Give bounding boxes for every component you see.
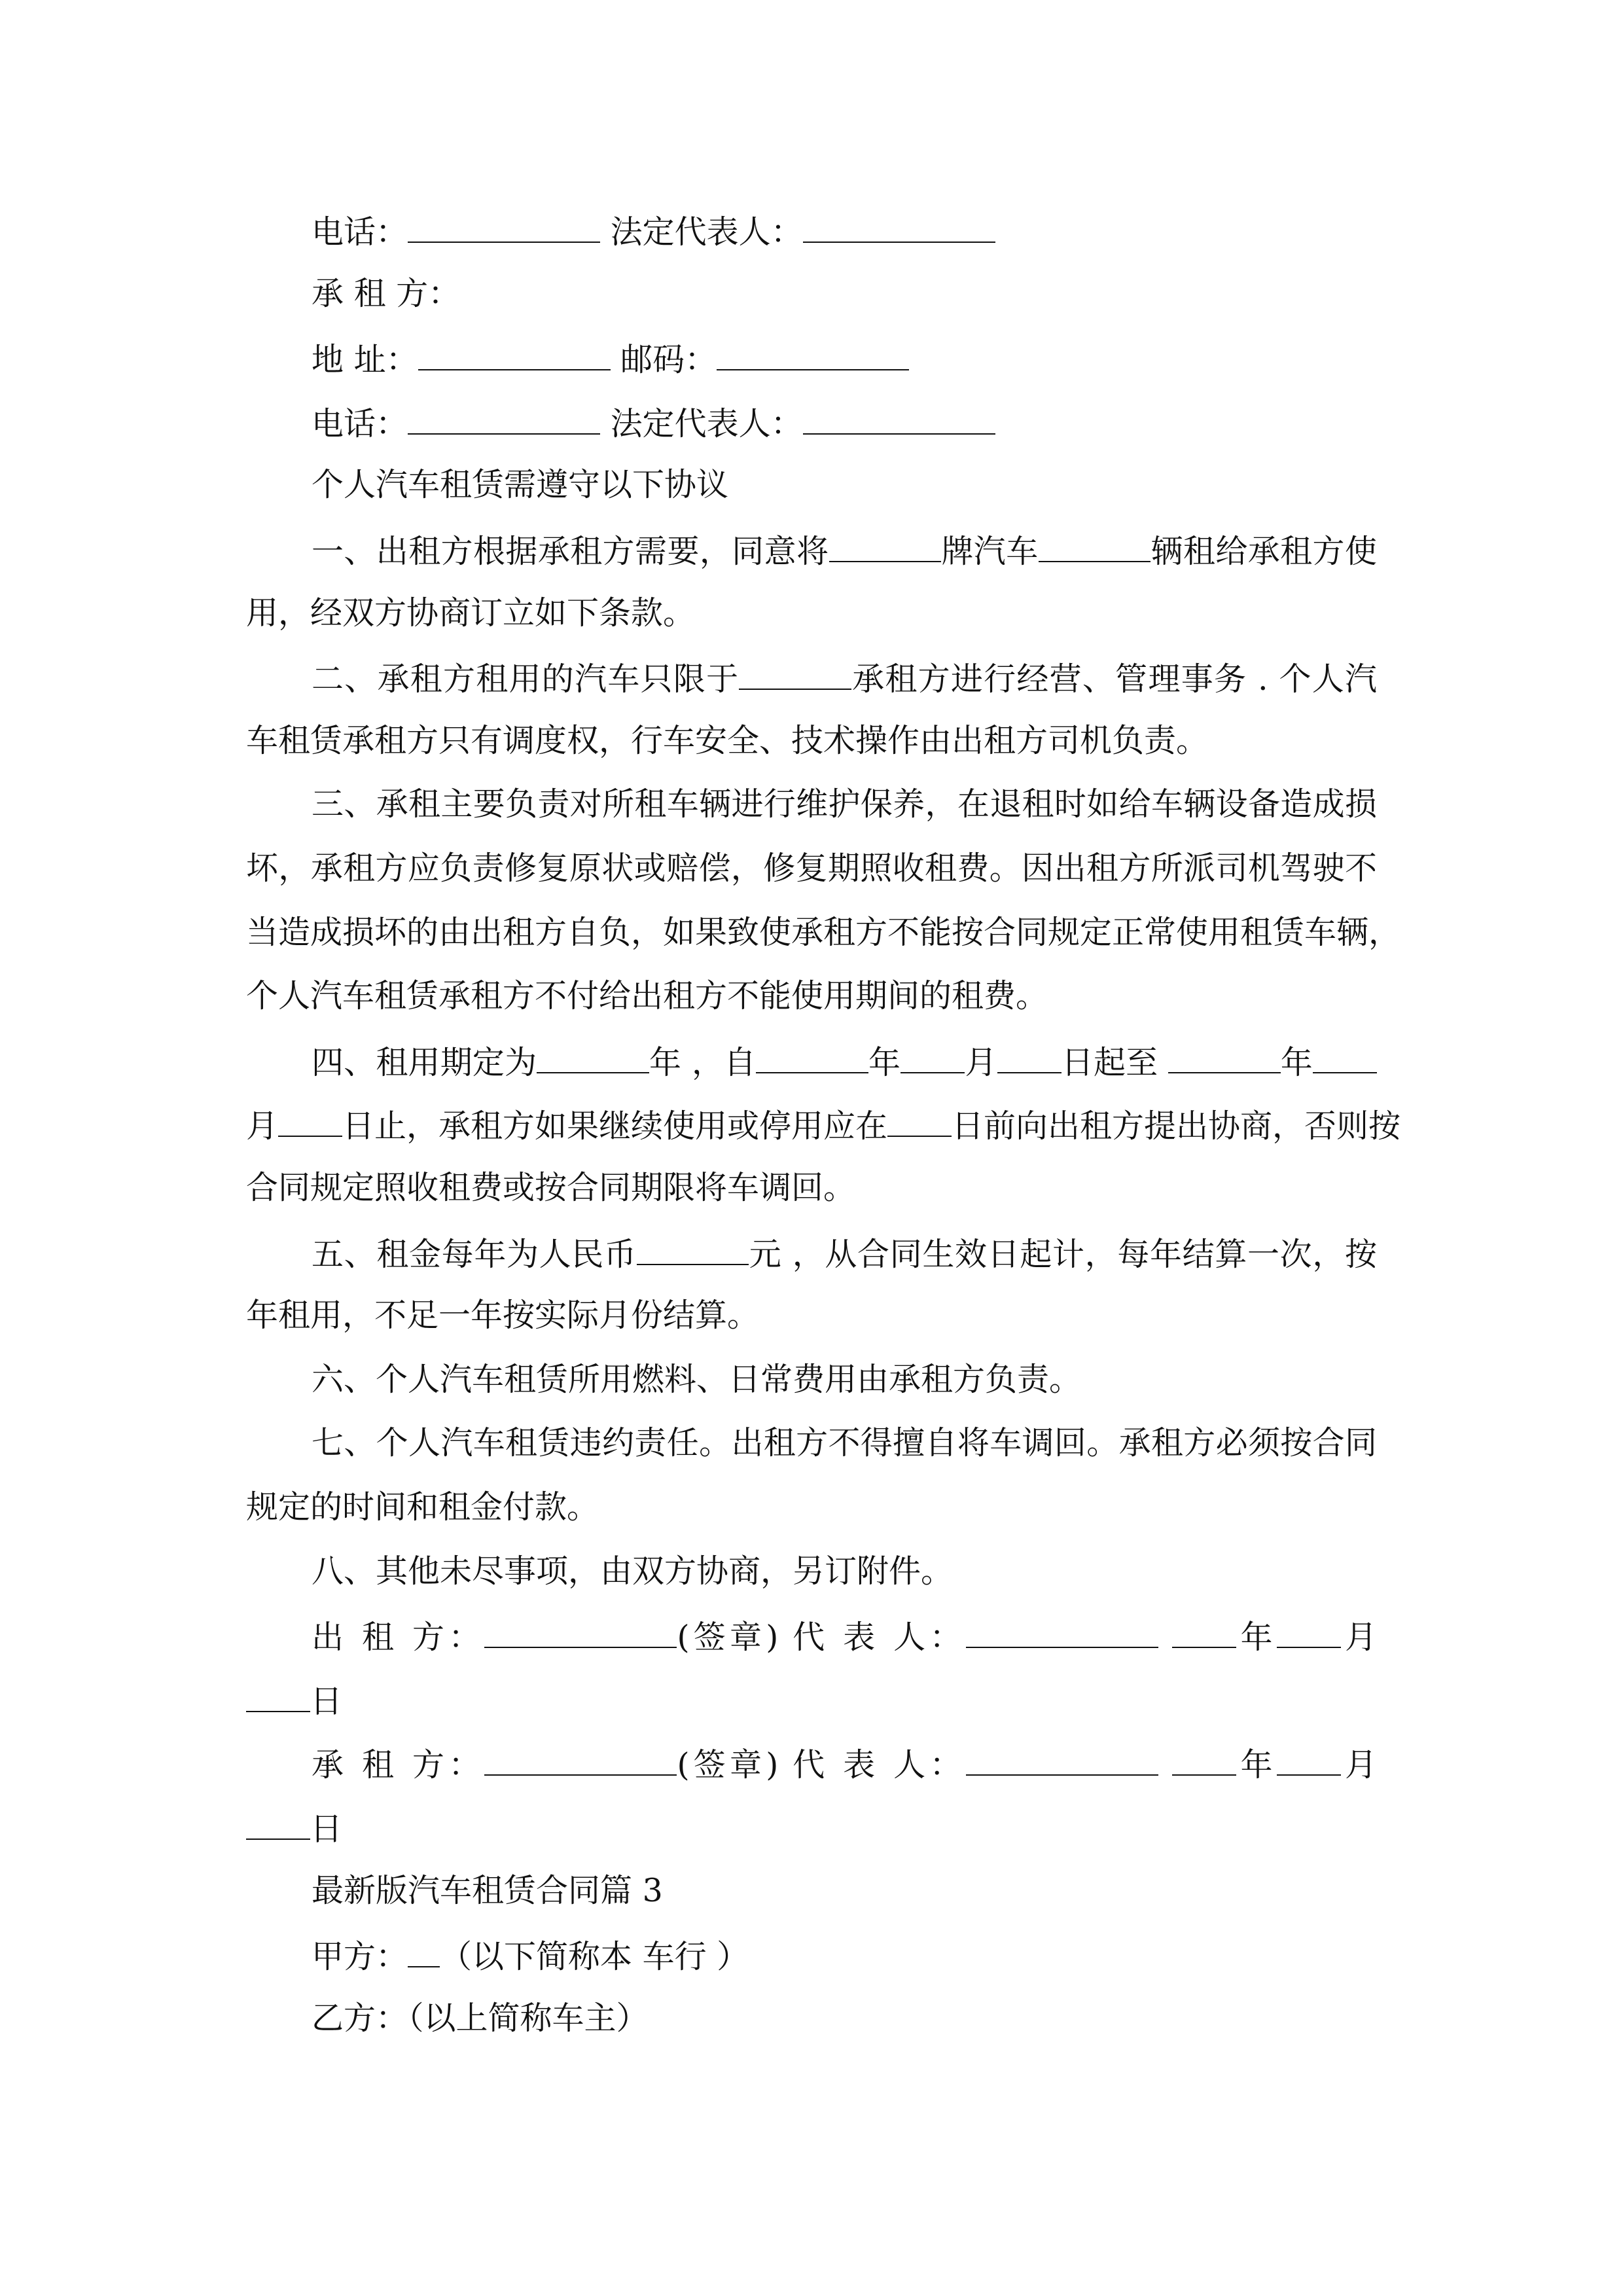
text-segment: 电话： [312,213,408,251]
fill-in-blank[interactable] [997,1041,1061,1073]
fill-in-blank[interactable] [1313,1041,1377,1073]
fill-in-blank[interactable] [756,1041,868,1073]
text-segment: 当造成损坏的由出租方自负，如果致使承租方不能按合同规定正常使用租赁车辆， [246,913,1401,951]
fill-in-blank[interactable] [418,338,611,370]
text-segment [1158,1619,1173,1656]
text-segment: （以下简称本 车行 ） [440,1938,749,1976]
text-segment: 日起至 [1061,1043,1169,1081]
text-line [246,1552,1377,1591]
text-segment: 用，经双方协商订立如下条款。 [246,594,696,632]
fill-in-blank[interactable] [246,1679,310,1712]
fill-in-blank[interactable] [1039,529,1151,562]
text-line [246,1871,1377,1910]
fill-in-blank[interactable] [246,1807,310,1840]
text-segment: 规定的时间和租金付款。 [246,1488,599,1526]
fill-in-blank[interactable] [1168,1041,1281,1073]
text-line [246,594,1377,633]
fill-in-blank[interactable] [966,1743,1158,1776]
text-segment: 牌汽车 [941,533,1039,570]
text-line [246,274,1377,314]
text-line [246,849,1377,888]
text-segment: 一、出租方根据承租方需要，同意将 [312,533,829,570]
text-segment: 邮码： [610,341,717,379]
text-segment [1158,1746,1173,1784]
text-line [246,1999,1377,2038]
text-segment: 月 [246,1107,279,1145]
text-segment: 年 [1280,1043,1313,1081]
text-line [246,657,1377,699]
text-line [246,1679,1377,1721]
text-segment: (签章) 代 表 人： [677,1746,966,1784]
text-segment: 二、承租方租用的汽车只限于 [312,660,740,698]
text-line [246,529,1377,571]
text-line [246,1360,1377,1399]
text-segment: 月 [1340,1746,1377,1784]
text-segment: 日前向出租方提出协商，否则按 [952,1107,1401,1145]
fill-in-blank[interactable] [408,402,600,435]
text-line [246,1041,1377,1083]
text-segment: 年租用，不足一年按实际月份结算。 [246,1297,760,1335]
text-line [246,785,1377,824]
text-segment: 甲方： [312,1938,408,1976]
text-segment: 年 [1236,1619,1277,1657]
text-segment: 年 [868,1043,901,1081]
text-segment: 电话： [312,404,408,442]
fill-in-blank[interactable] [887,1104,952,1137]
fill-in-blank[interactable] [829,529,942,562]
text-line [246,1488,1377,1527]
text-segment: 坏，承租方应负责修复原状或赔偿，修复期照收租费。因出租方所派司机驾驶不 [246,850,1377,887]
fill-in-blank[interactable] [1172,1743,1236,1776]
text-segment: 承 租 方： [312,1746,485,1784]
text-segment: 四、租用期定为 [312,1043,537,1081]
text-line [246,210,1377,252]
text-line [246,1104,1401,1146]
text-segment: 承租方进行经营、管理事务 . 个人汽 [851,660,1377,698]
text-segment: 日 [310,1682,343,1720]
text-line [246,465,1377,505]
text-segment: 六、个人汽车租赁所用燃料、日常费用由承租方负责。 [312,1360,1082,1398]
text-segment: 法定代表人： [600,404,803,442]
text-segment: (签章) 代 表 人： [677,1619,966,1657]
fill-in-blank[interactable] [717,338,909,370]
text-segment: 年 ，自 [649,1043,757,1081]
fill-in-blank[interactable] [803,210,995,243]
text-segment: 乙方：（以上简称车主） [312,1999,649,2037]
text-line [246,977,1377,1016]
text-segment: 车租赁承租方只有调度权，行车安全、技术操作由出租方司机负责。 [246,721,1209,759]
text-line [246,402,1377,444]
fill-in-blank[interactable] [484,1743,677,1776]
fill-in-blank[interactable] [966,1615,1158,1648]
text-segment: 辆租给承租方使 [1150,533,1377,570]
fill-in-blank[interactable] [803,402,995,435]
text-segment: 承 租 方： [312,274,461,312]
text-segment: 出 租 方： [312,1619,485,1657]
text-line [246,1935,1377,1977]
fill-in-blank[interactable] [278,1104,342,1137]
text-line [246,721,1377,761]
text-segment: 地 址： [312,341,418,379]
text-line [246,913,1401,952]
text-line [246,1615,1377,1657]
text-segment: 元 ，从合同生效日起计，每年结算一次，按 [749,1235,1377,1273]
text-segment: 七、个人汽车租赁违约责任。出租方不得擅自将车调回。承租方必须按合同 [312,1424,1377,1462]
text-line [246,1232,1377,1274]
text-segment: 个人汽车租赁需遵守以下协议 [312,466,729,504]
text-segment: 日 [310,1810,343,1848]
text-line [246,1296,1377,1335]
fill-in-blank[interactable] [408,210,600,243]
fill-in-blank[interactable] [1277,1743,1341,1776]
text-segment: 最新版汽车租赁合同篇 3 [312,1871,663,1909]
text-line [246,1168,1377,1208]
fill-in-blank[interactable] [901,1041,965,1073]
fill-in-blank[interactable] [484,1615,677,1648]
fill-in-blank[interactable] [408,1935,440,1967]
text-segment: 三、承租主要负责对所租车辆进行维护保养，在退租时如给车辆设备造成损 [312,785,1377,823]
text-line [246,1807,1377,1849]
text-segment: 月 [1340,1619,1377,1657]
text-segment: 个人汽车租赁承租方不付给出租方不能使用期间的租费。 [246,977,1048,1015]
fill-in-blank[interactable] [637,1232,749,1265]
text-segment: 法定代表人： [600,213,803,251]
text-segment: 年 [1236,1746,1277,1784]
text-segment: 合同规定照收租费或按合同期限将车调回。 [246,1169,856,1206]
text-segment: 月 [965,1043,997,1081]
text-segment: 五、租金每年为人民币 [312,1235,637,1273]
fill-in-blank[interactable] [1172,1615,1236,1648]
text-segment: 日止，承租方如果继续使用或停用应在 [342,1107,888,1145]
text-line [246,1743,1377,1785]
text-segment: 八、其他未尽事项，由双方协商，另订附件。 [312,1552,954,1590]
fill-in-blank[interactable] [739,657,851,690]
fill-in-blank[interactable] [1277,1615,1341,1648]
text-line [246,338,1377,380]
fill-in-blank[interactable] [537,1041,649,1073]
text-line [246,1424,1377,1463]
